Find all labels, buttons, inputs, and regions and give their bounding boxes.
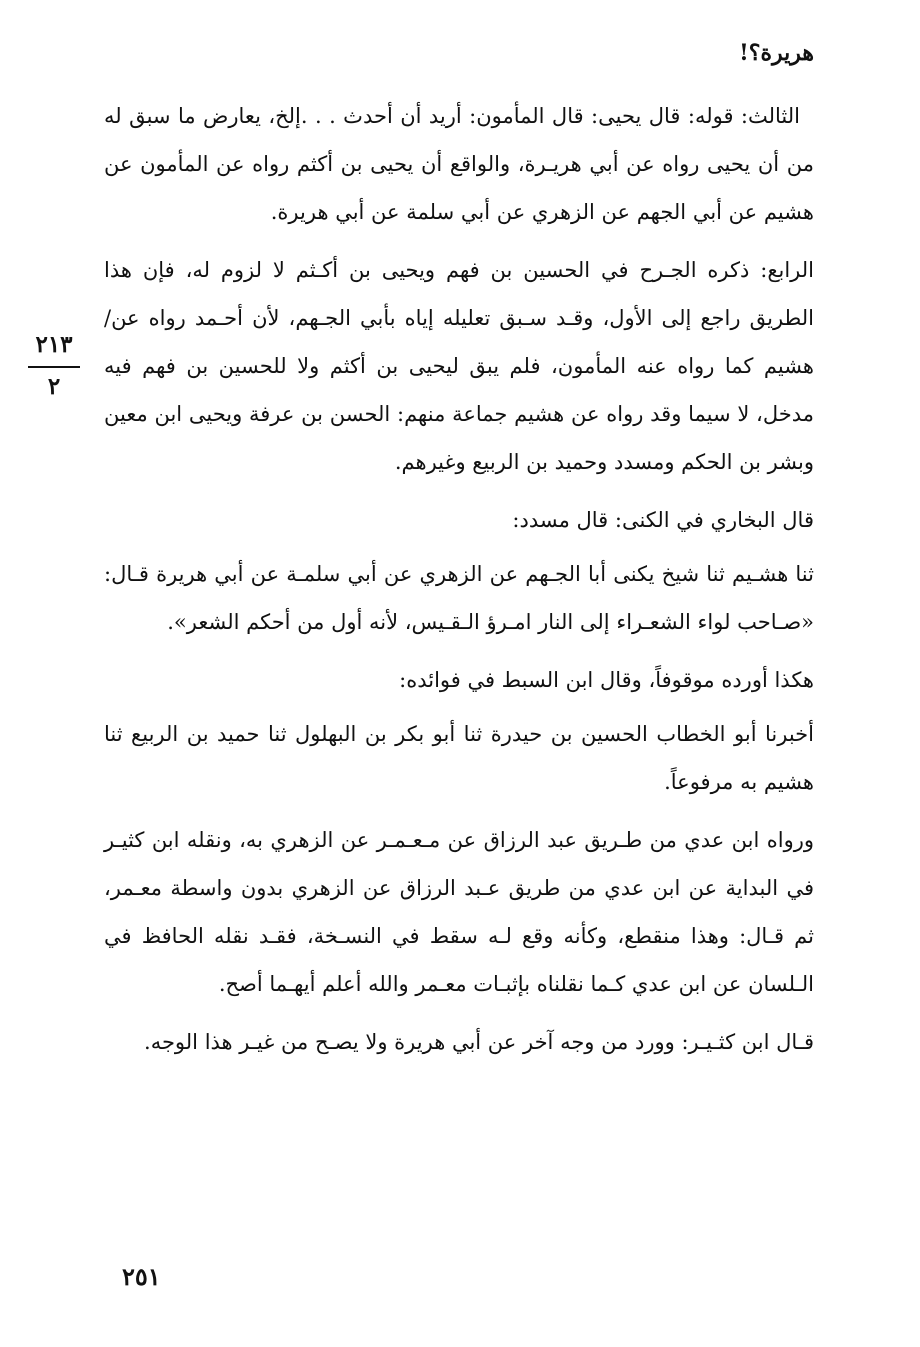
margin-reference-top: ٢١٣	[35, 331, 73, 358]
paragraph-ibn-adi-narration: ورواه ابن عدي من طـريق عبد الرزاق عن مـعـمـر عن الزهري به، ونقله ابن كثيـر في البداية عن ابن عدي من طريق عـبد الرزاق عن الزهري بدون واسطة معـمر، ثم قـال: وهذا منقطع، وكأنه وقع لـه سقط في النسـخة، فقـد نقله الحافظ في الـلسان عن ابن عدي كـما نقلناه بإثبـات معـمر والله أعلم أيهـما أصح.	[104, 828, 814, 996]
page-number: ٢٥١	[122, 1262, 161, 1291]
running-header: هريرة؟!	[739, 40, 814, 66]
main-text	[104, 92, 814, 1076]
paragraph-third-point: الثالث: قوله: قال يحيى: قال المأمون: أريد أن أحدث . . .إلخ، يعارض ما سبق له من أن يحيى رواه عن أبي هريـرة، والواقع أن يحيى بن أكثم رواه عن المأمون عن هشيم عن أبي الجهم عن الزهري عن أبي سلمة عن أبي هريرة.	[104, 104, 814, 224]
margin-reference	[26, 330, 82, 400]
paragraph-hushaym-narration: ثنا هشـيم ثنا شيخ يكنى أبا الجـهم عن الزهري عن أبي سلمـة عن أبي هريرة قـال: «صـاحب لواء الشعـراء إلى النار امـرؤ الـقـيس، لأنه أول من أحكم الشعر».	[104, 562, 814, 634]
margin-reference-bottom: ٢	[47, 373, 61, 400]
paragraph-ibn-kathir-comment: قـال ابن كثـيـر: وورد من وجه آخر عن أبي هريرة ولا يصـح من غيـر هذا الوجه.	[144, 1030, 814, 1054]
paragraph-fourth-point: الرابع: ذكره الجـرح في الحسين بن فهم ويحيى بن أكـثم لا لزوم له، فإن هذا الطريق راجع إلى الأول، وقـد سـبق تعليله إياه بأبي الجـهم، لأن أحـمد رواه عن/ هشيم كما رواه عنه المأمون، فلم يبق ليحيى بن أكثم ولا للحسين بن فهم فيه مدخل، لا سيما وقد رواه عن هشيم جماعة منهم: الحسن بن عرفة ويحيى ابن معين وبشر بن الحكم ومسدد وحميد بن الربيع وغيرهم.	[104, 258, 814, 474]
paragraph-ibn-sibt-chain: أخبرنا أبو الخطاب الحسين بن حيدرة ثنا أبو بكر بن البهلول ثنا حميد بن الربيع ثنا هشيم به مرفوعاً.	[104, 722, 814, 794]
paragraph-bukhari-quote-intro: قال البخاري في الكنى: قال مسدد:	[512, 508, 814, 532]
paragraph-mawquf-note: هكذا أورده موقوفاً، وقال ابن السبط في فوائده:	[399, 668, 814, 692]
margin-reference-rule	[28, 366, 80, 368]
